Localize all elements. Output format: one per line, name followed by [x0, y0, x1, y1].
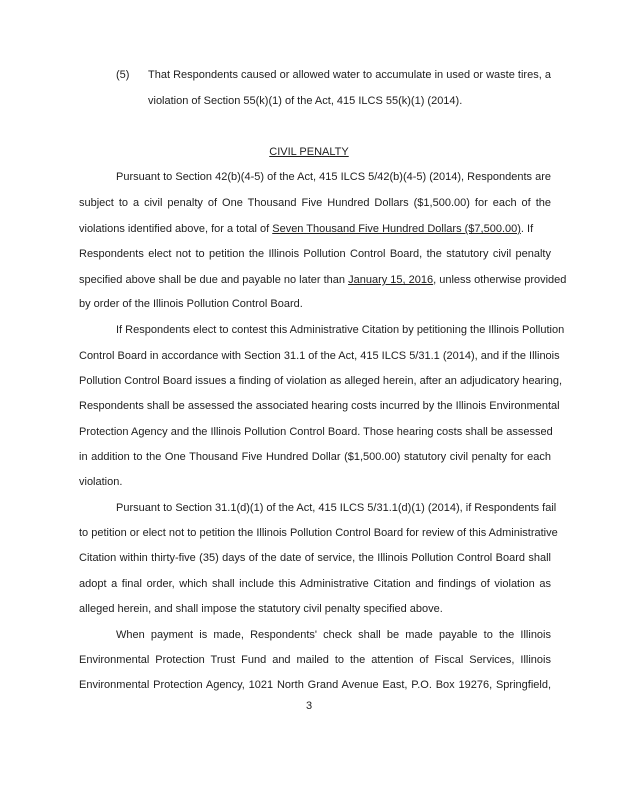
paragraph-line: subject to a civil penalty of One Thousand Five Hundred Dollars ($1,500.00) for each of the	[79, 197, 551, 209]
paragraph-line: If Respondents elect to contest this Administrative Citation by petitioning the Illinois Pollution	[116, 324, 565, 336]
paragraph-line	[79, 221, 551, 237]
paragraph-line: Pursuant to Section 31.1(d)(1) of the Act, 415 ILCS 5/31.1(d)(1) (2014), if Respondents fail	[116, 502, 557, 514]
paragraph-line: Protection Agency and the Illinois Pollution Control Board. Those hearing costs shall be assessed	[79, 426, 553, 438]
text-run: , unless otherwise provided	[433, 274, 567, 286]
item-text-line: violation of Section 55(k)(1) of the Act, 415 ILCS 55(k)(1) (2014).	[148, 95, 463, 107]
paragraph-line: Control Board in accordance with Section 31.1 of the Act, 415 ILCS 5/31.1 (2014), and if the Illinois	[79, 350, 560, 362]
item-text-line: That Respondents caused or allowed water to accumulate in used or waste tires, a	[148, 69, 551, 81]
page-number: 3	[305, 700, 313, 712]
paragraph-line: When payment is made, Respondents' check shall be made payable to the Illinois	[116, 629, 551, 641]
paragraph-line: alleged herein, and shall impose the statutory civil penalty specified above.	[79, 603, 443, 615]
paragraph-line: Respondents shall be assessed the associated hearing costs incurred by the Illinois Environmental	[79, 400, 560, 412]
paragraph-line: Pollution Control Board issues a finding of violation as alleged herein, after an adjudicatory hearing,	[79, 375, 563, 387]
section-heading: CIVIL PENALTY	[269, 146, 349, 158]
paragraph-line: Environmental Protection Trust Fund and mailed to the attention of Fiscal Services, Illinois	[79, 654, 551, 666]
paragraph-line: by order of the Illinois Pollution Control Board.	[79, 298, 303, 310]
item-number: (5)	[116, 69, 130, 81]
paragraph-line: Pursuant to Section 42(b)(4-5) of the Act, 415 ILCS 5/42(b)(4-5) (2014), Respondents are	[116, 171, 551, 183]
paragraph-line	[79, 272, 567, 288]
text-run: violations identified above, for a total of	[79, 223, 273, 235]
paragraph-line: Respondents elect not to petition the Illinois Pollution Control Board, the statutory civil penalty	[79, 248, 551, 260]
total-penalty-amount: Seven Thousand Five Hundred Dollars ($7,500.00)	[272, 223, 521, 235]
text-run: specified above shall be due and payable no later than	[79, 274, 349, 286]
paragraph-line: Environmental Protection Agency, 1021 North Grand Avenue East, P.O. Box 19276, Springfield,	[79, 679, 551, 691]
paragraph-line: in addition to the One Thousand Five Hundred Dollar ($1,500.00) statutory civil penalty for each	[79, 451, 551, 463]
paragraph-line: to petition or elect not to petition the Illinois Pollution Control Board for review of this Administrative	[79, 527, 558, 539]
paragraph-line: adopt a final order, which shall include this Administrative Citation and findings of violation as	[79, 578, 551, 590]
text-run: . If	[520, 223, 534, 235]
paragraph-line: violation.	[79, 476, 123, 488]
due-date: January 15, 2016	[348, 274, 434, 286]
paragraph-line: Citation within thirty-five (35) days of the date of service, the Illinois Pollution Control Board shall	[79, 552, 551, 564]
